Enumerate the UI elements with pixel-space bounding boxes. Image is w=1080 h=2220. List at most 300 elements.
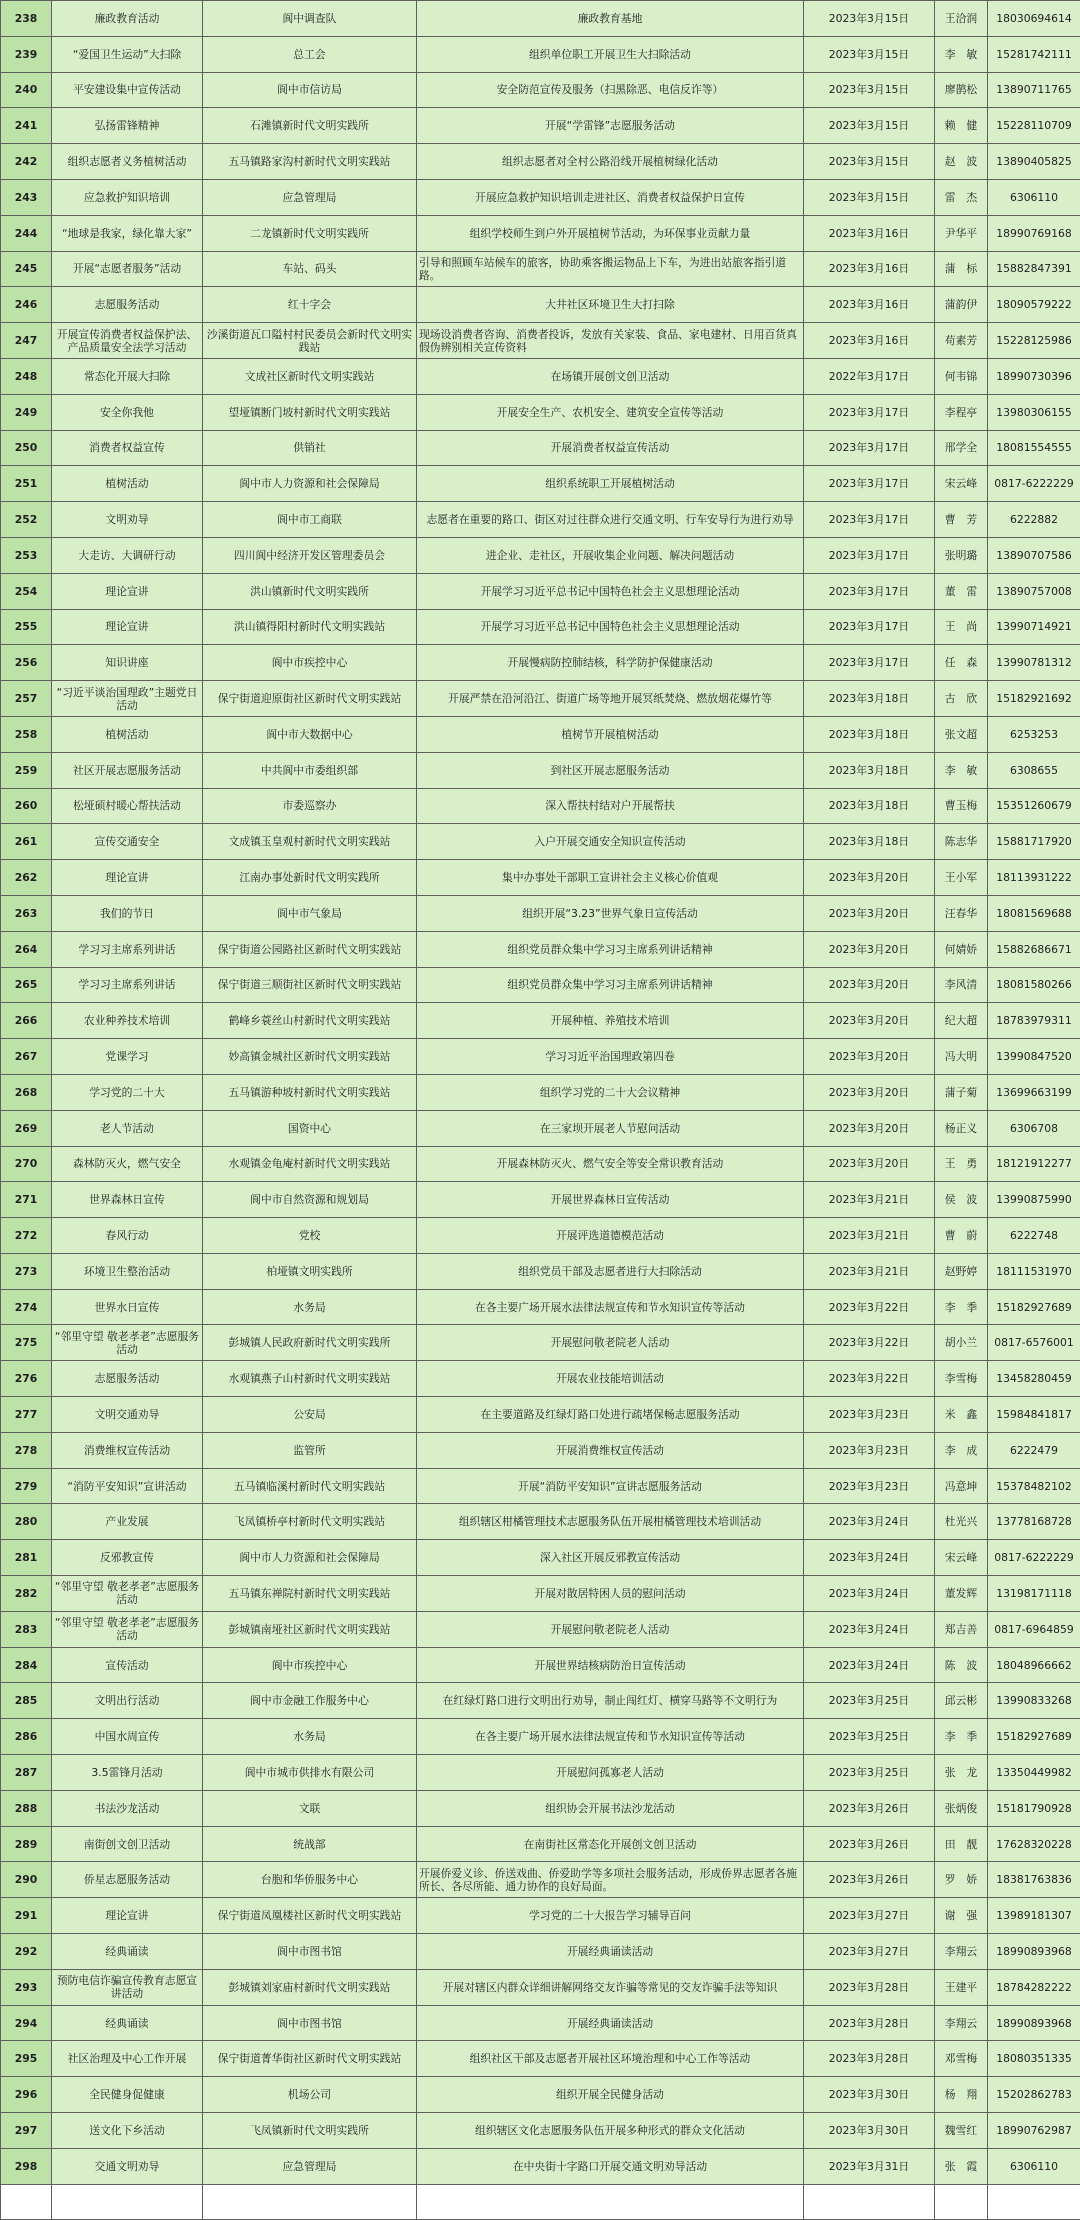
activity-content bbox=[417, 1253, 804, 1289]
contact-phone: 13458280459 bbox=[988, 1361, 1080, 1397]
contact-phone: 15881717920 bbox=[988, 824, 1080, 860]
organizer: 阆中市工商联 bbox=[203, 502, 417, 538]
activity-content-text: 开展慰问敬老院老人活动 bbox=[550, 1336, 670, 1350]
contact-phone: 18990730396 bbox=[988, 358, 1080, 394]
contact-phone: 0817-6964859 bbox=[988, 1611, 1080, 1647]
activity-content bbox=[417, 1504, 804, 1540]
activity-date: 2023年3月17日 bbox=[804, 502, 935, 538]
activity-name: 3.5雷锋月活动 bbox=[52, 1755, 203, 1791]
activity-content-text: 开展对散居特困人员的慰问活动 bbox=[534, 1586, 686, 1600]
activity-date: 2023年3月21日 bbox=[804, 1218, 935, 1254]
activity-date: 2023年3月24日 bbox=[804, 1611, 935, 1647]
contact-person: 赖 健 bbox=[935, 108, 988, 144]
row-number: 295 bbox=[1, 2041, 52, 2077]
activity-date: 2023年3月17日 bbox=[804, 573, 935, 609]
row-number: 246 bbox=[1, 287, 52, 323]
row-number: 239 bbox=[1, 36, 52, 72]
activity-content-text: 组织辖区文化志愿服务队伍开展多种形式的群众文化活动 bbox=[475, 2123, 745, 2137]
activity-date: 2023年3月27日 bbox=[804, 1898, 935, 1934]
contact-phone: 15182927689 bbox=[988, 1719, 1080, 1755]
contact-person: 苟素芳 bbox=[935, 323, 988, 359]
organizer: 石滩镇新时代文明实践所 bbox=[203, 108, 417, 144]
activity-name: “习近平谈治国理政”主题党日活动 bbox=[52, 681, 203, 717]
table-row bbox=[1, 466, 1080, 502]
activity-name: 春风行动 bbox=[52, 1218, 203, 1254]
activity-content-text: 组织社区干部及志愿者开展社区环境治理和中心工作等活动 bbox=[469, 2052, 751, 2066]
organizer: 彭城镇刘家庙村新时代文明实践站 bbox=[203, 1969, 417, 2005]
contact-phone: 18080351335 bbox=[988, 2041, 1080, 2077]
activity-content bbox=[417, 609, 804, 645]
activity-date: 2023年3月21日 bbox=[804, 1253, 935, 1289]
contact-phone: 18990762987 bbox=[988, 2113, 1080, 2149]
table-row bbox=[1, 1755, 1080, 1791]
table-row bbox=[1, 895, 1080, 931]
activity-content bbox=[417, 2148, 804, 2184]
activity-date: 2023年3月27日 bbox=[804, 1934, 935, 1970]
contact-person: 邓雪梅 bbox=[935, 2041, 988, 2077]
row-number: 294 bbox=[1, 2005, 52, 2041]
table-row bbox=[1, 2113, 1080, 2149]
organizer: 保宁街道公园路社区新时代文明实践站 bbox=[203, 931, 417, 967]
empty-cell bbox=[804, 2184, 935, 2220]
contact-person: 李 成 bbox=[935, 1432, 988, 1468]
contact-phone: 6222882 bbox=[988, 502, 1080, 538]
contact-person: 王建平 bbox=[935, 1969, 988, 2005]
row-number: 238 bbox=[1, 1, 52, 37]
activity-date: 2023年3月18日 bbox=[804, 681, 935, 717]
row-number: 244 bbox=[1, 215, 52, 251]
activity-content-text: 开展应急救护知识培训走进社区、消费者权益保护日宣传 bbox=[475, 190, 745, 204]
activity-content-text: 开展慰问敬老院老人活动 bbox=[550, 1622, 670, 1636]
activity-name: 理论宣讲 bbox=[52, 609, 203, 645]
contact-phone: 18784282222 bbox=[988, 1969, 1080, 2005]
activity-name: “邻里守望 敬老孝老”志愿服务活动 bbox=[52, 1611, 203, 1647]
contact-person: 杨正义 bbox=[935, 1110, 988, 1146]
table-row bbox=[1, 358, 1080, 394]
activity-content bbox=[417, 2041, 804, 2077]
activity-content bbox=[417, 1074, 804, 1110]
activity-name: 经典诵读 bbox=[52, 2005, 203, 2041]
activity-content-text: 组织协会开展书法沙龙活动 bbox=[545, 1801, 675, 1815]
activity-name: 预防电信诈骗宣传教育志愿宣讲活动 bbox=[52, 1969, 203, 2005]
table-row bbox=[1, 537, 1080, 573]
activity-content bbox=[417, 1934, 804, 1970]
activity-content-text: 组织党员群众集中学习习主席系列讲话精神 bbox=[507, 942, 713, 956]
organizer: 台胞和华侨服务中心 bbox=[203, 1862, 417, 1898]
organizer: 阆中市自然资源和规划局 bbox=[203, 1182, 417, 1218]
activity-content-text: 开展侨爱义诊、侨送戏曲、侨爱助学等多项社会服务活动，形成侨界志愿者各施所长、各尽所能、通力协作的良好局面。 bbox=[419, 1866, 797, 1893]
organizer: 阆中调查队 bbox=[203, 1, 417, 37]
activity-content-text: 现场设消费者咨询、消费者投诉，发放有关家装、食品、家电建材、日用百货真假伪辨别相关宣传资料 bbox=[419, 327, 797, 354]
activity-name: 学习习主席系列讲话 bbox=[52, 967, 203, 1003]
activity-content bbox=[417, 681, 804, 717]
organizer: 红十字会 bbox=[203, 287, 417, 323]
activity-name: 应急救护知识培训 bbox=[52, 179, 203, 215]
table-row bbox=[1, 1289, 1080, 1325]
activity-name: 世界水日宣传 bbox=[52, 1289, 203, 1325]
activity-content-text: 集中办事处干部职工宣讲社会主义核心价值观 bbox=[502, 871, 718, 885]
organizer: 中共阆中市委组织部 bbox=[203, 752, 417, 788]
row-number: 253 bbox=[1, 537, 52, 573]
row-number: 257 bbox=[1, 681, 52, 717]
table-row bbox=[1, 931, 1080, 967]
contact-phone: 18783979311 bbox=[988, 1003, 1080, 1039]
activity-name: 农业种养技术培训 bbox=[52, 1003, 203, 1039]
activity-content-text: 安全防范宣传及服务（扫黑除恶、电信反诈等） bbox=[496, 83, 724, 97]
organizer: 应急管理局 bbox=[203, 179, 417, 215]
contact-person: 李翔云 bbox=[935, 2005, 988, 2041]
activity-content-text: 开展对辖区内群众详细讲解网络交友诈骗等常见的交友诈骗手法等知识 bbox=[442, 1980, 778, 1994]
table-row bbox=[1, 1576, 1080, 1612]
activity-content-text: 开展世界森林日宣传活动 bbox=[550, 1193, 670, 1207]
activity-name: 消费维权宣传活动 bbox=[52, 1432, 203, 1468]
organizer: 机场公司 bbox=[203, 2077, 417, 2113]
activity-content-text: 组织开展“3.23”世界气象日宣传活动 bbox=[522, 906, 698, 920]
activity-content-text: 廉政教育基地 bbox=[577, 11, 643, 25]
organizer: 洪山镇新时代文明实践所 bbox=[203, 573, 417, 609]
contact-phone: 17628320228 bbox=[988, 1826, 1080, 1862]
contact-person: 雷 杰 bbox=[935, 179, 988, 215]
contact-phone: 15351260679 bbox=[988, 788, 1080, 824]
contact-phone: 13890711765 bbox=[988, 72, 1080, 108]
contact-person: 侯 波 bbox=[935, 1182, 988, 1218]
activity-content-text: 志愿者在重要的路口、街区对过往群众进行交通文明、行车安导行为进行劝导 bbox=[426, 513, 794, 527]
activity-content bbox=[417, 1003, 804, 1039]
activity-content-text: 在主要道路及红绿灯路口处进行疏堵保畅志愿服务活动 bbox=[480, 1407, 740, 1421]
activity-content bbox=[417, 1182, 804, 1218]
activity-name: 平安建设集中宣传活动 bbox=[52, 72, 203, 108]
contact-phone: 18090579222 bbox=[988, 287, 1080, 323]
table-row bbox=[1, 788, 1080, 824]
activity-date: 2023年3月26日 bbox=[804, 1790, 935, 1826]
contact-phone: 6222479 bbox=[988, 1432, 1080, 1468]
activity-date: 2023年3月17日 bbox=[804, 645, 935, 681]
contact-phone: 13890757008 bbox=[988, 573, 1080, 609]
activity-content-text: 开展评选道德模范活动 bbox=[556, 1228, 664, 1242]
organizer: 监管所 bbox=[203, 1432, 417, 1468]
table-row bbox=[1, 394, 1080, 430]
table-row bbox=[1, 287, 1080, 323]
activity-content-text: 学习习近平治国理政第四卷 bbox=[545, 1050, 675, 1063]
activity-content bbox=[417, 2005, 804, 2041]
table-row bbox=[1, 179, 1080, 215]
activity-content bbox=[417, 358, 804, 394]
organizer: 保宁街道菁华街社区新时代文明实践站 bbox=[203, 2041, 417, 2077]
activity-name: “邻里守望 敬老孝老”志愿服务活动 bbox=[52, 1576, 203, 1612]
activity-content bbox=[417, 1719, 804, 1755]
contact-phone: 18121912277 bbox=[988, 1146, 1080, 1182]
activity-content bbox=[417, 72, 804, 108]
table-body bbox=[1, 1, 1080, 2220]
contact-phone: 13990847520 bbox=[988, 1039, 1080, 1075]
activity-date: 2023年3月20日 bbox=[804, 1003, 935, 1039]
table-row bbox=[1, 1611, 1080, 1647]
activity-content bbox=[417, 1361, 804, 1397]
row-number: 261 bbox=[1, 824, 52, 860]
contact-phone: 18048966662 bbox=[988, 1647, 1080, 1683]
organizer: 阆中市信访局 bbox=[203, 72, 417, 108]
row-number: 292 bbox=[1, 1934, 52, 1970]
activity-name: 开展“志愿者服务”活动 bbox=[52, 251, 203, 287]
activity-content-text: 在各主要广场开展水法律法规宣传和节水知识宣传等活动 bbox=[475, 1300, 745, 1314]
activity-name: 我们的节日 bbox=[52, 895, 203, 931]
contact-person: 张炳俊 bbox=[935, 1790, 988, 1826]
row-number: 258 bbox=[1, 716, 52, 752]
activity-content-text: 开展“消防平安知识”宣讲志愿服务活动 bbox=[518, 1479, 702, 1493]
activity-date: 2023年3月30日 bbox=[804, 2077, 935, 2113]
row-number: 285 bbox=[1, 1683, 52, 1719]
activity-name: 组织志愿者义务植树活动 bbox=[52, 144, 203, 180]
activity-content bbox=[417, 1289, 804, 1325]
activity-name: 植树活动 bbox=[52, 716, 203, 752]
table-row bbox=[1, 1039, 1080, 1075]
table-row bbox=[1, 752, 1080, 788]
contact-phone: 13198171118 bbox=[988, 1576, 1080, 1612]
table-row bbox=[1, 824, 1080, 860]
row-number: 272 bbox=[1, 1218, 52, 1254]
activity-name: 志愿服务活动 bbox=[52, 287, 203, 323]
activity-date: 2023年3月25日 bbox=[804, 1719, 935, 1755]
activity-date: 2023年3月18日 bbox=[804, 716, 935, 752]
contact-phone: 15182921692 bbox=[988, 681, 1080, 717]
contact-phone: 15228110709 bbox=[988, 108, 1080, 144]
activity-name: 产业发展 bbox=[52, 1504, 203, 1540]
activity-content bbox=[417, 967, 804, 1003]
activity-date: 2023年3月22日 bbox=[804, 1289, 935, 1325]
activity-date: 2023年3月24日 bbox=[804, 1576, 935, 1612]
contact-phone: 18111531970 bbox=[988, 1253, 1080, 1289]
organizer: 市委巡察办 bbox=[203, 788, 417, 824]
activity-content bbox=[417, 1432, 804, 1468]
row-number: 263 bbox=[1, 895, 52, 931]
activity-date: 2023年3月24日 bbox=[804, 1504, 935, 1540]
activity-date: 2023年3月15日 bbox=[804, 179, 935, 215]
contact-person: 何韦锦 bbox=[935, 358, 988, 394]
activity-name: 文明出行活动 bbox=[52, 1683, 203, 1719]
row-number: 287 bbox=[1, 1755, 52, 1791]
contact-person: 张 龙 bbox=[935, 1755, 988, 1791]
activity-content-text: 在三家坝开展老人节慰问活动 bbox=[539, 1121, 681, 1135]
activity-name: “地球是我家，绿化靠大家” bbox=[52, 215, 203, 251]
table-row bbox=[1, 2041, 1080, 2077]
organizer: 阆中市人力资源和社会保障局 bbox=[203, 466, 417, 502]
table-row bbox=[1, 1790, 1080, 1826]
empty-cell bbox=[417, 2184, 804, 2220]
organizer: 阆中市图书馆 bbox=[203, 2005, 417, 2041]
activity-date: 2023年3月17日 bbox=[804, 394, 935, 430]
activity-content bbox=[417, 323, 804, 359]
activity-date: 2023年3月22日 bbox=[804, 1325, 935, 1361]
contact-person: 李 季 bbox=[935, 1719, 988, 1755]
activity-content bbox=[417, 931, 804, 967]
contact-person: 廖鹊松 bbox=[935, 72, 988, 108]
empty-cell bbox=[52, 2184, 203, 2220]
contact-person: 宋云峰 bbox=[935, 466, 988, 502]
table-row bbox=[1, 1074, 1080, 1110]
activity-content bbox=[417, 1146, 804, 1182]
activity-content bbox=[417, 573, 804, 609]
table-row bbox=[1, 860, 1080, 896]
activity-content-text: 入户开展交通安全知识宣传活动 bbox=[534, 835, 686, 849]
row-number: 268 bbox=[1, 1074, 52, 1110]
organizer: 彭城镇南垭社区新时代文明实践站 bbox=[203, 1611, 417, 1647]
row-number: 290 bbox=[1, 1862, 52, 1898]
table-row bbox=[1, 1898, 1080, 1934]
activity-content bbox=[417, 1218, 804, 1254]
activity-content bbox=[417, 1755, 804, 1791]
contact-person: 王洽润 bbox=[935, 1, 988, 37]
row-number: 256 bbox=[1, 645, 52, 681]
activity-date: 2023年3月30日 bbox=[804, 2113, 935, 2149]
organizer: 国资中心 bbox=[203, 1110, 417, 1146]
activity-date: 2023年3月15日 bbox=[804, 144, 935, 180]
empty-row bbox=[1, 2184, 1080, 2220]
activity-content-text: 组织单位职工开展卫生大扫除活动 bbox=[529, 47, 691, 61]
activity-content bbox=[417, 215, 804, 251]
table-row bbox=[1, 144, 1080, 180]
organizer: 妙高镇金城社区新时代文明实践站 bbox=[203, 1039, 417, 1075]
activity-name: 南街创文创卫活动 bbox=[52, 1826, 203, 1862]
table-row bbox=[1, 108, 1080, 144]
row-number: 248 bbox=[1, 358, 52, 394]
activity-content-text: 组织党员群众集中学习习主席系列讲话精神 bbox=[507, 978, 713, 992]
activity-content bbox=[417, 1110, 804, 1146]
organizer: 阆中市城市供排水有限公司 bbox=[203, 1755, 417, 1791]
activity-name: “爱国卫生运动”大扫除 bbox=[52, 36, 203, 72]
contact-person: 邢学全 bbox=[935, 430, 988, 466]
contact-phone: 18113931222 bbox=[988, 860, 1080, 896]
row-number: 273 bbox=[1, 1253, 52, 1289]
activity-content bbox=[417, 287, 804, 323]
contact-person: 李风清 bbox=[935, 967, 988, 1003]
contact-phone: 18081580266 bbox=[988, 967, 1080, 1003]
activity-content bbox=[417, 144, 804, 180]
table-row bbox=[1, 967, 1080, 1003]
organizer: 江南办事处新时代文明实践所 bbox=[203, 860, 417, 896]
activity-name: 学习习主席系列讲话 bbox=[52, 931, 203, 967]
activity-content bbox=[417, 895, 804, 931]
activity-content-text: 开展“学雷锋”志愿服务活动 bbox=[545, 119, 675, 133]
organizer: 公安局 bbox=[203, 1397, 417, 1433]
contact-person: 曹 蔚 bbox=[935, 1218, 988, 1254]
organizer: 柏垭镇文明实践所 bbox=[203, 1253, 417, 1289]
contact-person: 何婧娇 bbox=[935, 931, 988, 967]
row-number: 240 bbox=[1, 72, 52, 108]
activity-name: 全民健身促健康 bbox=[52, 2077, 203, 2113]
activity-name: 大走访、大调研行动 bbox=[52, 537, 203, 573]
row-number: 286 bbox=[1, 1719, 52, 1755]
activity-name: 知识讲座 bbox=[52, 645, 203, 681]
contact-person: 董发辉 bbox=[935, 1576, 988, 1612]
row-number: 289 bbox=[1, 1826, 52, 1862]
row-number: 242 bbox=[1, 144, 52, 180]
contact-person: 赵野婷 bbox=[935, 1253, 988, 1289]
activity-content-text: 开展慰问孤寡老人活动 bbox=[556, 1765, 664, 1779]
contact-person: 李 敏 bbox=[935, 36, 988, 72]
contact-person: 王 勇 bbox=[935, 1146, 988, 1182]
table-row bbox=[1, 2005, 1080, 2041]
activity-date: 2023年3月18日 bbox=[804, 752, 935, 788]
activity-date: 2023年3月18日 bbox=[804, 824, 935, 860]
empty-cell bbox=[988, 2184, 1080, 2220]
contact-person: 张文超 bbox=[935, 716, 988, 752]
table-row bbox=[1, 1, 1080, 37]
activity-content-text: 引导和照顾车站候车的旅客，协助乘客搬运物品上下车，为进出站旅客指引道路。 bbox=[419, 255, 787, 282]
activity-date: 2023年3月15日 bbox=[804, 36, 935, 72]
activity-content-text: 开展森林防灭火、燃气安全等安全常识教育活动 bbox=[496, 1157, 724, 1171]
table-row bbox=[1, 716, 1080, 752]
organizer: 文联 bbox=[203, 1790, 417, 1826]
activity-content-text: 组织系统职工开展植树活动 bbox=[545, 477, 675, 491]
row-number: 282 bbox=[1, 1576, 52, 1612]
organizer: 彭城镇人民政府新时代文明实践所 bbox=[203, 1325, 417, 1361]
table-row bbox=[1, 1683, 1080, 1719]
row-number: 276 bbox=[1, 1361, 52, 1397]
contact-phone: 6222748 bbox=[988, 1218, 1080, 1254]
activity-content bbox=[417, 1647, 804, 1683]
contact-phone: 15181790928 bbox=[988, 1790, 1080, 1826]
activity-date: 2023年3月20日 bbox=[804, 967, 935, 1003]
activity-name: 开展宣传消费者权益保护法、产品质量安全法学习活动 bbox=[52, 323, 203, 359]
activity-date: 2023年3月17日 bbox=[804, 466, 935, 502]
contact-phone: 13990714921 bbox=[988, 609, 1080, 645]
table-row bbox=[1, 502, 1080, 538]
organizer: 阆中市疾控中心 bbox=[203, 645, 417, 681]
organizer: 鹤峰乡蓑丝山村新时代文明实践站 bbox=[203, 1003, 417, 1039]
table-row bbox=[1, 609, 1080, 645]
activity-content bbox=[417, 1540, 804, 1576]
activity-date: 2023年3月22日 bbox=[804, 1361, 935, 1397]
activity-content bbox=[417, 2077, 804, 2113]
contact-person: 张 霞 bbox=[935, 2148, 988, 2184]
organizer: 水观镇金龟庵村新时代文明实践站 bbox=[203, 1146, 417, 1182]
table-row bbox=[1, 1540, 1080, 1576]
organizer: 五马镇临溪村新时代文明实践站 bbox=[203, 1468, 417, 1504]
organizer: 五马镇东禅院村新时代文明实践站 bbox=[203, 1576, 417, 1612]
table-row bbox=[1, 1003, 1080, 1039]
row-number: 288 bbox=[1, 1790, 52, 1826]
activity-name: 理论宣讲 bbox=[52, 860, 203, 896]
row-number: 280 bbox=[1, 1504, 52, 1540]
activity-content-text: 组织学习党的二十大会议精神 bbox=[539, 1085, 681, 1099]
activity-content bbox=[417, 430, 804, 466]
activity-content bbox=[417, 1576, 804, 1612]
table-row bbox=[1, 1647, 1080, 1683]
contact-person: 纪大超 bbox=[935, 1003, 988, 1039]
row-number: 291 bbox=[1, 1898, 52, 1934]
contact-person: 任 森 bbox=[935, 645, 988, 681]
activity-content bbox=[417, 2113, 804, 2149]
activity-content-text: 组织辖区柑橘管理技术志愿服务队伍开展柑橘管理技术培训活动 bbox=[458, 1515, 762, 1529]
row-number: 249 bbox=[1, 394, 52, 430]
row-number: 274 bbox=[1, 1289, 52, 1325]
contact-phone: 15202862783 bbox=[988, 2077, 1080, 2113]
contact-phone: 15882847391 bbox=[988, 251, 1080, 287]
activity-name: 经典诵读 bbox=[52, 1934, 203, 1970]
activity-name: 社区开展志愿服务活动 bbox=[52, 752, 203, 788]
activity-content-text: 学习党的二十大报告学习辅导百问 bbox=[529, 1909, 691, 1923]
activity-content-text: 开展农业技能培训活动 bbox=[556, 1372, 664, 1386]
contact-person: 李翔云 bbox=[935, 1934, 988, 1970]
organizer: 水观镇燕子山村新时代文明实践站 bbox=[203, 1361, 417, 1397]
contact-person: 陈 波 bbox=[935, 1647, 988, 1683]
row-number: 262 bbox=[1, 860, 52, 896]
table-row bbox=[1, 681, 1080, 717]
activity-date: 2023年3月23日 bbox=[804, 1468, 935, 1504]
activity-date: 2023年3月28日 bbox=[804, 2005, 935, 2041]
activity-date: 2023年3月20日 bbox=[804, 1074, 935, 1110]
contact-person: 郑吉善 bbox=[935, 1611, 988, 1647]
